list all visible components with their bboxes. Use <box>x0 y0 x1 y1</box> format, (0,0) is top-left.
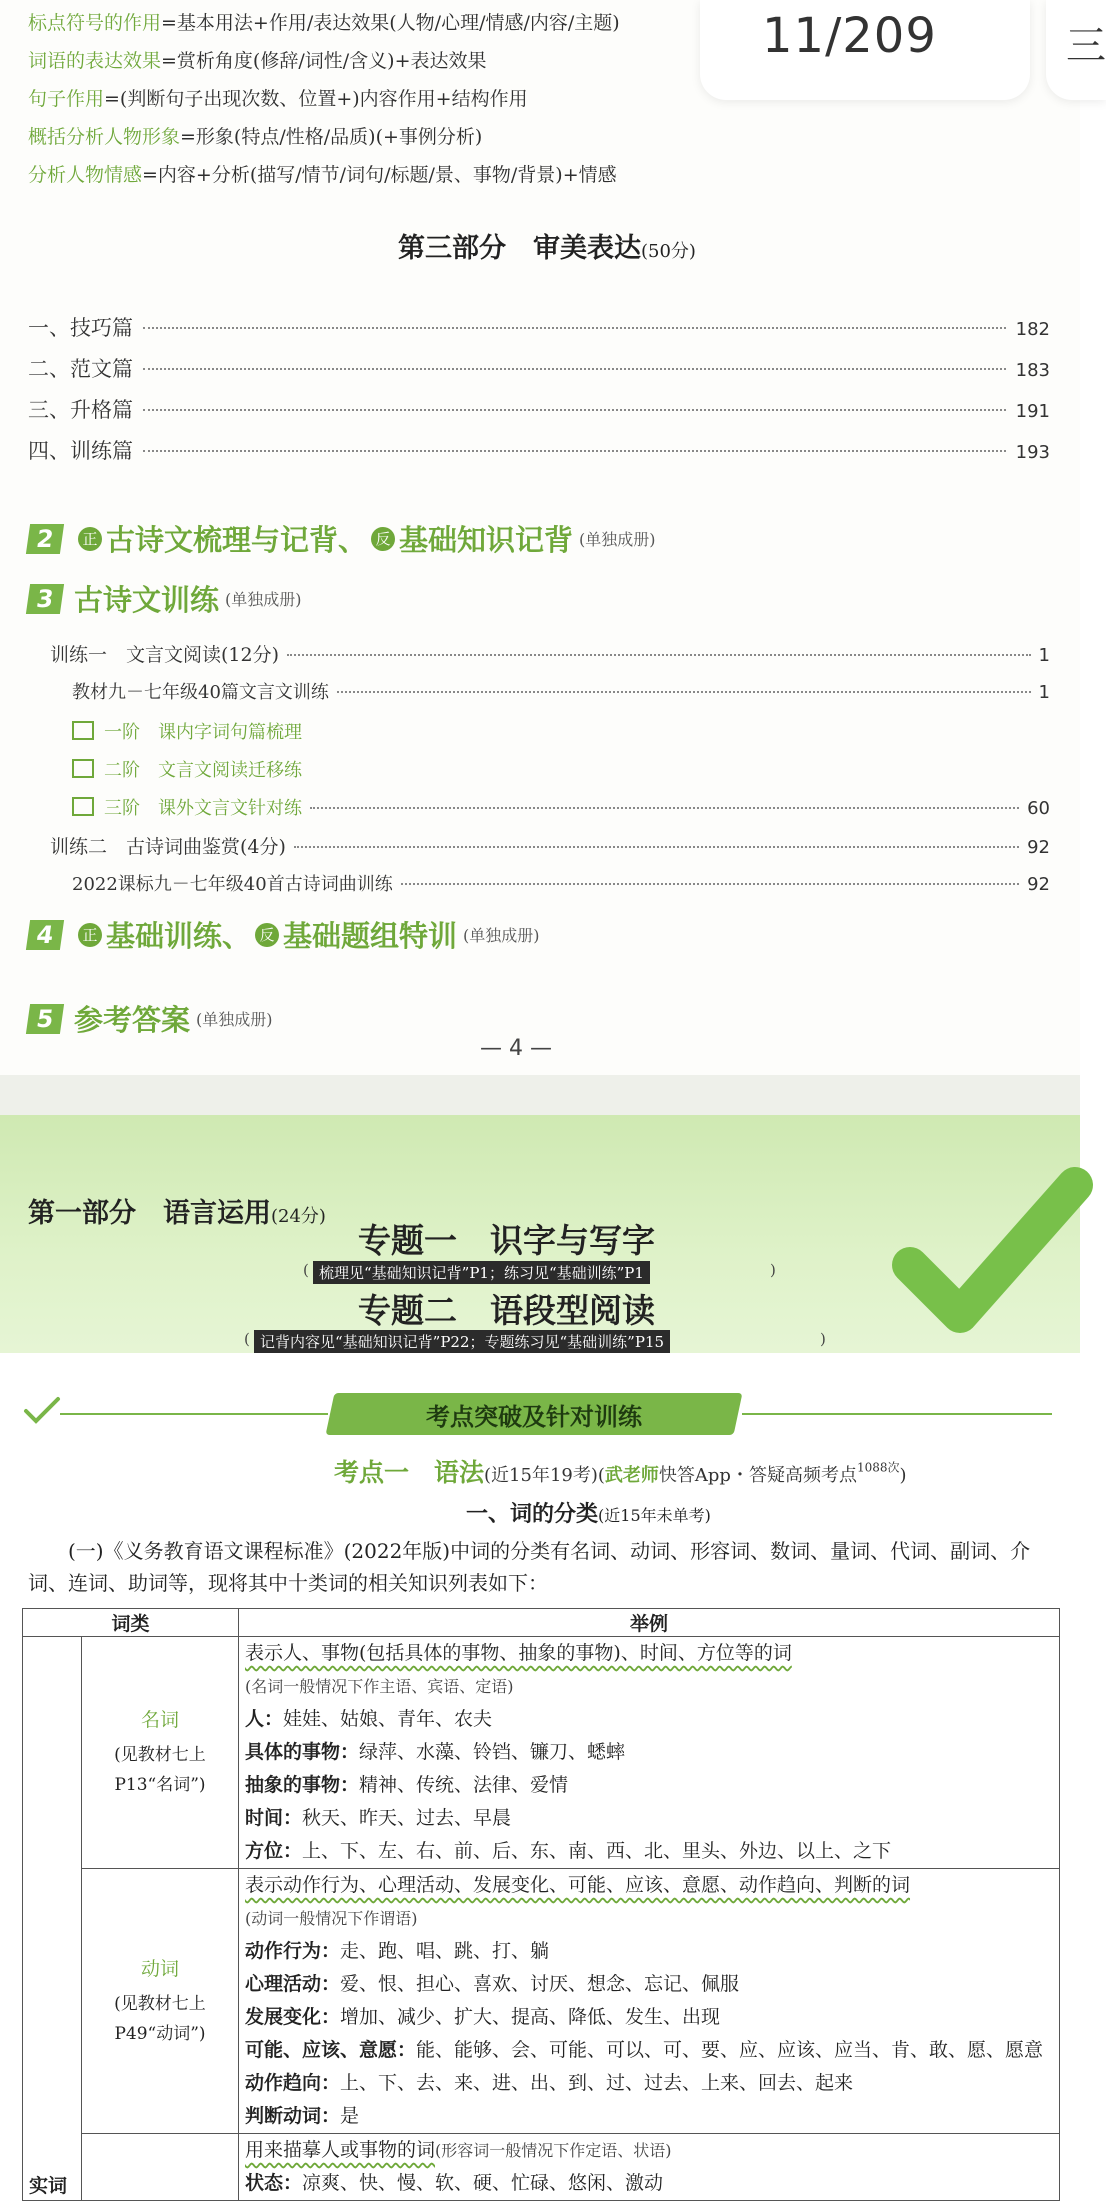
part1-banner: 第一部分 语言运用(24分) 专题一 识字与写字 ( 梳理见“基础知识记背”P1；练习见“基础训练”P1 ) 专题二 语段型阅读 ( 记背内容见“基础知识记背”P22；专题练习见“基础训练”P15 ) <box>0 1115 1080 1353</box>
section-3-heading[interactable]: 3 古诗文训练 (单独成册) <box>28 578 302 619</box>
topic-2-hint: 记背内容见“基础知识记背”P22；专题练习见“基础训练”P15 <box>254 1330 670 1353</box>
back-badge: 反 <box>255 923 279 947</box>
topic-2-title: 专题二 语段型阅读 <box>358 1291 655 1330</box>
training-entry[interactable]: 2022课标九－七年级40首古诗词曲训练 92 <box>72 874 1050 895</box>
formula-line: 句子作用=(判断句子出现次数、位置+)内容作用+结构作用 <box>28 88 528 110</box>
toc-entry[interactable]: 三、升格篇 191 <box>28 398 1050 422</box>
word-class-table <box>22 1608 1060 2201</box>
level-entry[interactable]: 二阶 文言文阅读迁移练 <box>72 756 392 782</box>
page-gap <box>0 1075 1080 1115</box>
back-badge: 反 <box>371 527 395 551</box>
front-badge: 正 <box>78 527 102 551</box>
toc-entry[interactable]: 四、训练篇 193 <box>28 439 1050 463</box>
formula-line: 标点符号的作用=基本用法+作用/表达效果(人物/心理/情感/内容/主题) <box>28 12 620 34</box>
topic-1-hint: 梳理见“基础知识记背”P1；练习见“基础训练”P1 <box>313 1261 650 1284</box>
section-4-heading[interactable]: 4 正 基础训练、 反 基础题组特训 (单独成册) <box>28 914 540 955</box>
toc-page <box>0 0 1106 1075</box>
topic-1-title: 专题一 识字与写字 <box>358 1221 655 1260</box>
section-ribbon-title: 考点突破及针对训练 <box>426 1402 642 1431</box>
training-entry[interactable]: 教材九－七年级40篇文言文训练 1 <box>72 682 1050 703</box>
front-badge: 正 <box>78 923 102 947</box>
section-2-heading[interactable]: 2 正 古诗文梳理与记背、 反 基础知识记背 (单独成册) <box>28 518 656 559</box>
training-entry[interactable]: 训练二 古诗词曲鉴赏(4分) 92 <box>50 836 1050 858</box>
intro-paragraph: (一)《义务教育语文课程标准》(2022年版)中词的分类有名词、动词、形容词、数词、量词、代词、副词、介词、连词、助词等，现将其中十类词的相关知识列表如下： <box>28 1539 1031 1595</box>
formula-line: 概括分析人物形象=形象(特点/性格/品质)(+事例分析) <box>28 126 483 148</box>
page-number: — 4 — <box>480 1036 552 1061</box>
key-point-heading: 考点一 语法(近15年19考)(武老师快答App・答疑高频考点$^{1088次}$) <box>334 1458 907 1487</box>
table-row: 用来描摹人或事物的词(形容词一般情况下作定语、状语) 状态：凉爽、快、慢、软、硬、忙碌、悠闲、激动 <box>23 2134 1060 2201</box>
grammar-page <box>0 1353 1080 2206</box>
checkmark-icon <box>890 1155 1080 1345</box>
table-header: 词类 举例 <box>23 1609 1060 1637</box>
formula-line: 词语的表达效果=赏析角度(修辞/词性/含义)+表达效果 <box>28 50 487 72</box>
table-row: 动词 (见教材七上P49“动词”) 表示动作行为、心理活动、发展变化、可能、应该、意愿、动作趋向、判断的词 (动词一般情况下作谓语) 动作行为：走、跑、唱、跳、打、躺 心理活动：爱、恨、担心、喜欢、讨厌、想念、忘记、佩服 发展变化：增加、减少、扩大、提高、降低、发生、出现 可能、应该、意愿：能、能够、会、可能、可以、可、要、应、应该、应当、肯、敢、愿、愿意 动作趋向：上、下、去、来、进、出、到、过、过去、上来、回去、起来 判断动词：是 <box>23 1869 1060 2134</box>
table-row: 实词 名词 (见教材七上P13“名词”) 表示人、事物(包括具体的事物、抽象的事物)、时间、方位等的词 (名词一般情况下作主语、宾语、定语) 人：娃娃、姑娘、青年、农夫 具体的事物：绿萍、水藻、铃铛、镰刀、蟋蟀 抽象的事物：精神、传统、法律、爱情 时间：秋天、昨天、过去、早晨 方位：上、下、左、右、前、后、东、南、西、北、里头、外边、以上、之下 <box>23 1637 1060 1869</box>
training-entry[interactable]: 训练一 文言文阅读(12分) 1 <box>50 644 1050 666</box>
subsection-heading: 一、词的分类(近15年未单考) <box>466 1501 711 1527</box>
book-icon <box>72 721 94 740</box>
page-counter[interactable]: 11/209 <box>700 0 1030 100</box>
book-icon <box>72 759 94 778</box>
menu-icon: 三 <box>1066 23 1106 69</box>
formula-line: 分析人物情感=内容+分析(描写/情节/词句/标题/景、事物/背景)+情感 <box>28 164 617 186</box>
check-icon <box>22 1395 62 1425</box>
toc-entry[interactable]: 二、范文篇 183 <box>28 357 1050 381</box>
section-5-heading[interactable]: 5 参考答案 (单独成册) <box>28 998 273 1039</box>
level-entry[interactable]: 三阶 课外文言文针对练 60 <box>72 794 1050 820</box>
level-entry[interactable]: 一阶 课内字词句篇梳理 <box>72 718 392 744</box>
menu-button[interactable] <box>1046 0 1106 100</box>
part1-heading: 第一部分 语言运用(24分) <box>28 1198 326 1229</box>
book-icon <box>72 797 94 816</box>
part3-heading: 第三部分 审美表达(50分) <box>398 233 696 264</box>
toc-entry[interactable]: 一、技巧篇 182 <box>28 316 1050 340</box>
